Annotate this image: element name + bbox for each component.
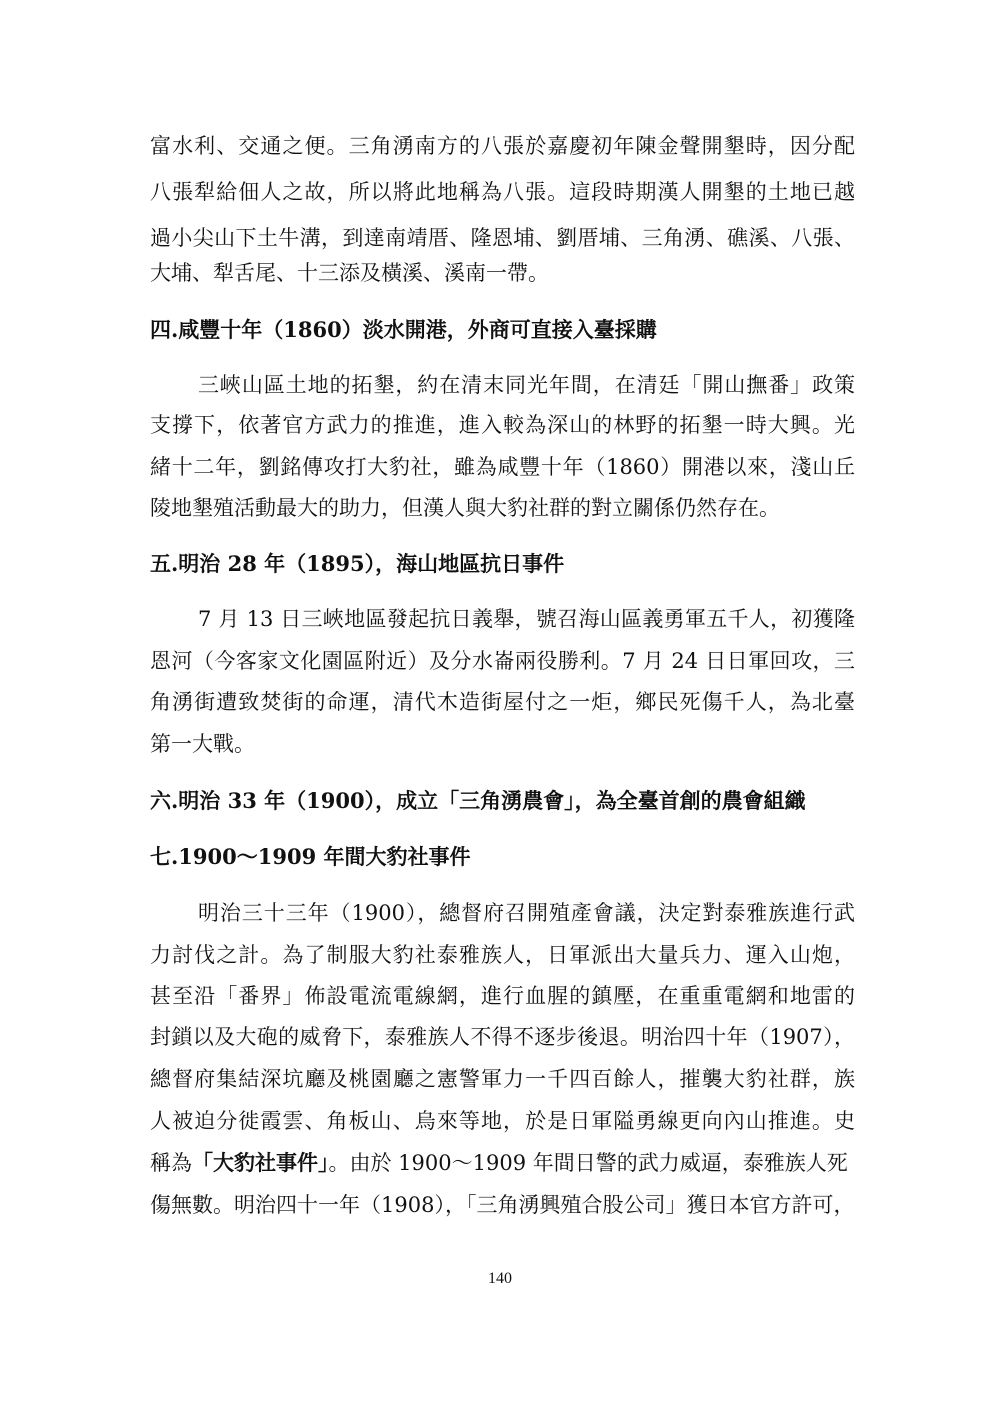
section-heading: 六.明治 33 年（1900），成立「三角湧農會」，為全臺首創的農會組織 [150, 788, 806, 813]
text-line: 富水利、交通之便。三角湧南方的八張於嘉慶初年陳金聲開墾時，因分配 [150, 134, 855, 158]
text-line: 恩河（今客家文化園區附近）及分水崙兩役勝利。7 月 24 日日軍回攻，三 [150, 649, 855, 673]
text-line: 緒十二年，劉銘傳攻打大豹社，雖為咸豐十年（1860）開港以來，淺山丘 [150, 455, 855, 479]
page-number: 140 [488, 1270, 512, 1287]
section-heading: 四.咸豐十年（1860）淡水開港，外商可直接入臺採購 [150, 317, 657, 342]
text-line: 傷無數。明治四十一年（1908），「三角湧興殖合股公司」獲日本官方許可， [150, 1193, 855, 1217]
text-span: 。由於 1900～1909 年間日警的武力威逼，泰雅族人死 [328, 1151, 848, 1175]
text-line: 人被迫分徙霞雲、角板山、烏來等地，於是日軍隘勇線更向內山推進。史 [150, 1109, 855, 1133]
text-line: 過小尖山下土牛溝，到達南靖厝、隆恩埔、劉厝埔、三角湧、礁溪、八張、 [150, 226, 855, 250]
text-line: 陵地墾殖活動最大的助力，但漢人與大豹社群的對立關係仍然存在。 [150, 496, 780, 520]
text-line: 封鎖以及大砲的威脅下，泰雅族人不得不逐步後退。明治四十年（1907）， [150, 1025, 855, 1049]
text-line: 八張犁給佃人之故，所以將此地稱為八張。這段時期漢人開墾的土地已越 [150, 180, 855, 204]
text-line: 總督府集結深坑廳及桃園廳之憲警軍力一千四百餘人，摧襲大豹社群，族 [150, 1067, 855, 1091]
text-line: 支撐下，依著官方武力的推進，進入較為深山的林野的拓墾一時大興。光 [150, 413, 855, 437]
text-line: 力討伐之計。為了制服大豹社泰雅族人，日軍派出大量兵力、運入山炮， [150, 943, 855, 967]
text-line: 角湧街遭致焚街的命運，清代木造街屋付之一炬，鄉民死傷千人，為北臺 [150, 690, 855, 714]
text-line: 大埔、犁舌尾、十三添及橫溪、溪南一帶。 [150, 261, 549, 285]
emphasized-term: 「大豹社事件」 [192, 1150, 329, 1175]
text-span: 稱為 [150, 1151, 192, 1175]
text-line: 明治三十三年（1900），總督府召開殖產會議，決定對泰雅族進行武 [198, 901, 855, 925]
section-heading: 七.1900～1909 年間大豹社事件 [150, 844, 471, 869]
text-line: 甚至沿「番界」佈設電流電線網，進行血腥的鎮壓，在重重電網和地雷的 [150, 984, 855, 1008]
text-line: 三峽山區土地的拓墾，約在清末同光年間，在清廷「開山撫番」政策 [198, 373, 855, 397]
text-line: 第一大戰。 [150, 732, 255, 756]
text-line: 7 月 13 日三峽地區發起抗日義舉，號召海山區義勇軍五千人，初獲隆 [198, 607, 855, 631]
section-heading: 五.明治 28 年（1895），海山地區抗日事件 [150, 551, 565, 576]
text-line-with-emphasis [150, 1148, 855, 1178]
